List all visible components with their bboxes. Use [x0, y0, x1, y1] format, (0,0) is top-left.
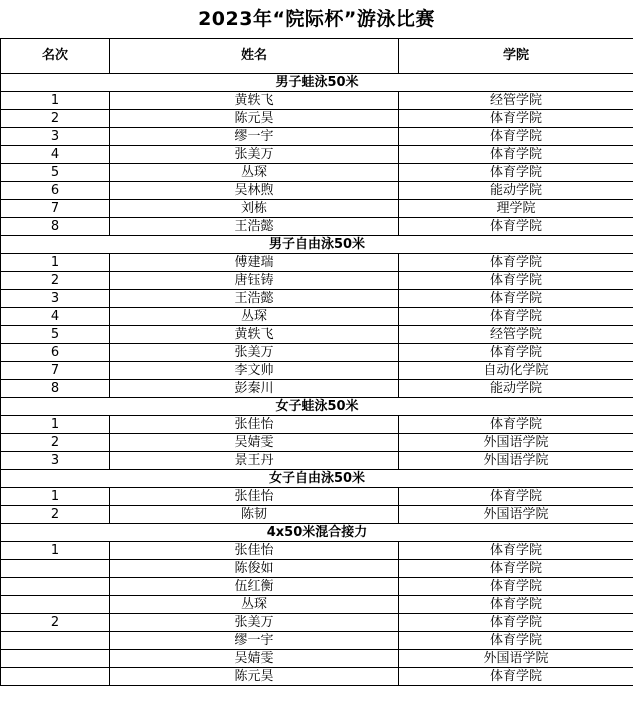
- table-row: [1, 668, 633, 686]
- rank-cell: 6: [1, 344, 110, 362]
- column-header-name: 姓名: [110, 39, 399, 74]
- name-cell: 丛琛: [110, 164, 399, 182]
- table-row: [1, 146, 633, 164]
- column-header-college: 学院: [399, 39, 633, 74]
- rank-cell: 5: [1, 164, 110, 182]
- table-row: [1, 614, 633, 632]
- section-row: [1, 470, 633, 488]
- college-cell: 外国语学院: [399, 434, 633, 452]
- college-cell: 体育学院: [399, 578, 633, 596]
- rank-cell: [1, 632, 110, 650]
- table-row: [1, 560, 633, 578]
- column-header-rank: 名次: [1, 39, 110, 74]
- college-cell: 外国语学院: [399, 452, 633, 470]
- name-cell: 黄轶飞: [110, 92, 399, 110]
- name-cell: 唐钰铸: [110, 272, 399, 290]
- table-row: [1, 92, 633, 110]
- table-row: [1, 344, 633, 362]
- rank-cell: 2: [1, 506, 110, 524]
- college-cell: 外国语学院: [399, 650, 633, 668]
- table-row: [1, 128, 633, 146]
- college-cell: 体育学院: [399, 560, 633, 578]
- rank-cell: 1: [1, 488, 110, 506]
- name-cell: 缪一宇: [110, 128, 399, 146]
- name-cell: 吴林煦: [110, 182, 399, 200]
- rank-cell: 5: [1, 326, 110, 344]
- rank-cell: 1: [1, 542, 110, 560]
- table-row: [1, 380, 633, 398]
- table-row: [1, 254, 633, 272]
- college-cell: 经管学院: [399, 92, 633, 110]
- table-row: [1, 452, 633, 470]
- name-cell: 彭秦川: [110, 380, 399, 398]
- college-cell: 体育学院: [399, 542, 633, 560]
- college-cell: 经管学院: [399, 326, 633, 344]
- rank-cell: 3: [1, 290, 110, 308]
- section-row: [1, 524, 633, 542]
- rank-cell: 6: [1, 182, 110, 200]
- name-cell: 张美万: [110, 344, 399, 362]
- page-title: 2023年“院际杯”游泳比赛: [198, 8, 435, 30]
- rank-cell: 2: [1, 614, 110, 632]
- section-row: [1, 398, 633, 416]
- rank-cell: 3: [1, 128, 110, 146]
- name-cell: 张美万: [110, 146, 399, 164]
- college-cell: 体育学院: [399, 668, 633, 686]
- rank-cell: 1: [1, 254, 110, 272]
- college-cell: 体育学院: [399, 272, 633, 290]
- college-cell: 能动学院: [399, 182, 633, 200]
- header-row: [1, 39, 633, 74]
- table-row: [1, 632, 633, 650]
- rank-cell: 2: [1, 110, 110, 128]
- name-cell: 丛琛: [110, 596, 399, 614]
- name-cell: 黄轶飞: [110, 326, 399, 344]
- name-cell: 李文帅: [110, 362, 399, 380]
- college-cell: 体育学院: [399, 614, 633, 632]
- name-cell: 缪一宇: [110, 632, 399, 650]
- table-row: [1, 416, 633, 434]
- table-row: [1, 362, 633, 380]
- rank-cell: [1, 668, 110, 686]
- event-title: 男子蛙泳50米: [1, 74, 633, 92]
- college-cell: 体育学院: [399, 416, 633, 434]
- name-cell: 张佳怡: [110, 416, 399, 434]
- table-row: [1, 110, 633, 128]
- rank-cell: 7: [1, 362, 110, 380]
- table-row: [1, 308, 633, 326]
- college-cell: 体育学院: [399, 218, 633, 236]
- college-cell: 体育学院: [399, 308, 633, 326]
- name-cell: 陈俊如: [110, 560, 399, 578]
- rank-cell: [1, 560, 110, 578]
- name-cell: 陈元昊: [110, 110, 399, 128]
- name-cell: 陈韧: [110, 506, 399, 524]
- college-cell: 体育学院: [399, 254, 633, 272]
- name-cell: 傅建瑞: [110, 254, 399, 272]
- table-body: [1, 74, 633, 686]
- college-cell: 外国语学院: [399, 506, 633, 524]
- name-cell: 伍红衡: [110, 578, 399, 596]
- rank-cell: 2: [1, 434, 110, 452]
- table-row: [1, 596, 633, 614]
- event-title: 女子自由泳50米: [1, 470, 633, 488]
- college-cell: 体育学院: [399, 596, 633, 614]
- college-cell: 理学院: [399, 200, 633, 218]
- rank-cell: [1, 578, 110, 596]
- table-row: [1, 434, 633, 452]
- section-row: [1, 236, 633, 254]
- table-row: [1, 200, 633, 218]
- name-cell: 景王丹: [110, 452, 399, 470]
- name-cell: 吴婧雯: [110, 650, 399, 668]
- event-title: 4x50米混合接力: [1, 524, 633, 542]
- table-row: [1, 542, 633, 560]
- name-cell: 王浩懿: [110, 218, 399, 236]
- rank-cell: 7: [1, 200, 110, 218]
- college-cell: 体育学院: [399, 164, 633, 182]
- college-cell: 体育学院: [399, 128, 633, 146]
- rank-cell: 1: [1, 416, 110, 434]
- college-cell: 体育学院: [399, 110, 633, 128]
- table-row: [1, 488, 633, 506]
- section-row: [1, 74, 633, 92]
- college-cell: 体育学院: [399, 344, 633, 362]
- college-cell: 体育学院: [399, 290, 633, 308]
- table-row: [1, 506, 633, 524]
- event-title: 女子蛙泳50米: [1, 398, 633, 416]
- rank-cell: [1, 596, 110, 614]
- results-table: [0, 38, 633, 686]
- rank-cell: 8: [1, 380, 110, 398]
- rank-cell: 8: [1, 218, 110, 236]
- college-cell: 体育学院: [399, 488, 633, 506]
- table-row: [1, 578, 633, 596]
- table-row: [1, 164, 633, 182]
- rank-cell: 2: [1, 272, 110, 290]
- name-cell: 张佳怡: [110, 488, 399, 506]
- rank-cell: [1, 650, 110, 668]
- name-cell: 丛琛: [110, 308, 399, 326]
- college-cell: 能动学院: [399, 380, 633, 398]
- table-row: [1, 290, 633, 308]
- event-title: 男子自由泳50米: [1, 236, 633, 254]
- name-cell: 张佳怡: [110, 542, 399, 560]
- table-row: [1, 272, 633, 290]
- name-cell: 张美万: [110, 614, 399, 632]
- table-row: [1, 182, 633, 200]
- rank-cell: 4: [1, 308, 110, 326]
- table-row: [1, 650, 633, 668]
- name-cell: 刘栋: [110, 200, 399, 218]
- college-cell: 体育学院: [399, 146, 633, 164]
- name-cell: 陈元昊: [110, 668, 399, 686]
- name-cell: 王浩懿: [110, 290, 399, 308]
- table-row: [1, 326, 633, 344]
- college-cell: 自动化学院: [399, 362, 633, 380]
- rank-cell: 1: [1, 92, 110, 110]
- college-cell: 体育学院: [399, 632, 633, 650]
- rank-cell: 3: [1, 452, 110, 470]
- rank-cell: 4: [1, 146, 110, 164]
- name-cell: 吴婧雯: [110, 434, 399, 452]
- table-row: [1, 218, 633, 236]
